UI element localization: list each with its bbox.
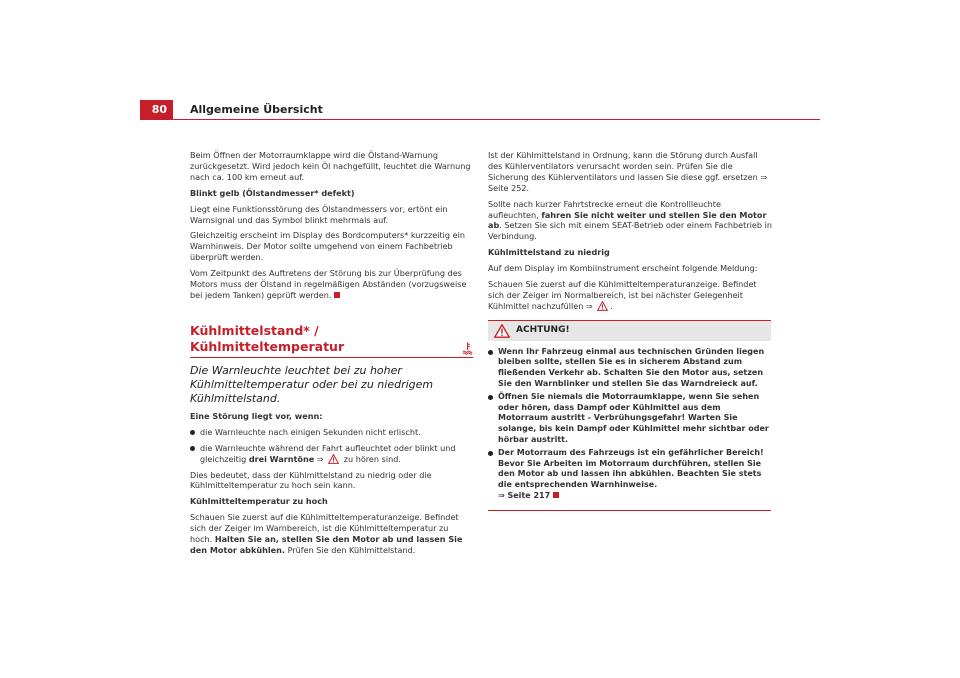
paragraph: Liegt eine Funktionsstörung des Ölstandmessers vor, ertönt ein Warnsignal und das Symbol blinkt mehrmals auf. [190, 203, 448, 225]
list-item-text: zu hören sind. [343, 453, 401, 464]
left-column [190, 150, 473, 561]
paragraph-text: . [610, 300, 613, 311]
warning-item: Wenn Ihr Fahrzeug einmal aus technischen Gründen liegen bleiben sollte, stellen Sie es in sicherem Abstand zum fließenden Verkehr ab. Schalten Sie den Motor aus, setzen Sie den Warnblinker und stellen Sie das Warndreieck auf. [488, 347, 771, 389]
list-item-bold: drei Warntöne [248, 453, 315, 464]
paragraph-text: Sollte nach kurzer Fahrtstrecke erneut die Kontrollleuchte aufleuchten, [488, 198, 721, 220]
list-item-text: die Warnleuchte während der Fahrt aufleuchtet oder blinkt und gleichzeitig [200, 442, 456, 464]
paragraph-text: Ist der Kühlmittelstand in Ordnung, kann die Störung durch Ausfall des Kühlerventilators verursacht worden sein. Prüfen Sie die Sicherung des Kühlerventilators und lassen Sie diese ggf. ersetzen [488, 150, 758, 182]
page-reference-link[interactable]: ⇒ Seite 217 [498, 490, 551, 500]
header-rule [140, 119, 820, 120]
achtung-header [488, 321, 771, 341]
page-reference-link[interactable]: ⇒ Seite 252. [488, 171, 768, 193]
coolant-thermometer-icon [462, 341, 473, 355]
list-item [190, 443, 473, 465]
subheading-niedrig: Kühlmittelstand zu niedrig [488, 247, 610, 258]
section-end-marker [334, 292, 340, 298]
warning-triangle-icon[interactable] [597, 301, 608, 311]
paragraph: Auf dem Display im Kombiinstrument erscheint folgende Meldung: [488, 263, 758, 274]
header-title: Allgemeine Übersicht [190, 103, 323, 116]
section-title-text: Kühlmittelstand* / Kühlmitteltemperatur [190, 322, 345, 354]
paragraph-text: Schauen Sie zuerst auf die Kühlmitteltemperaturanzeige. Befindet sich der Zeiger im Warnbereich, ist die Kühlmitteltemperatur zu hoch. [190, 512, 459, 545]
paragraph [488, 199, 774, 243]
paragraph-bold: Halten Sie an, stellen Sie den Motor ab und lassen Sie den Motor abkühlen. [190, 534, 463, 555]
subheading-hoch: Kühlmitteltemperatur zu hoch [190, 496, 328, 507]
subheading-blink: Blinkt gelb (Ölstandmesser* defekt) [190, 187, 355, 198]
list-item: die Warnleuchte nach einigen Sekunden nicht erlischt. [190, 427, 473, 438]
section-title [190, 323, 473, 355]
achtung-title: ACHTUNG! [516, 325, 570, 336]
reference-arrow: ⇒ [585, 300, 593, 311]
paragraph-text: . Setzen Sie sich mit einem SEAT-Betrieb oder einem Fachbetrieb in Verbindung. [488, 220, 772, 242]
warning-item [488, 448, 771, 501]
paragraph-text: Vom Zeitpunkt des Auftretens der Störung bis zur Überprüfung des Motors muss der Ölstand in regelmäßigen Abständen (vorzugsweise bei jedem Tanken) geprüft werden. [190, 268, 467, 300]
paragraph [488, 150, 774, 194]
section-end-marker [553, 492, 559, 498]
section-subtitle: Die Warnleuchte leuchtet bei zu hoher Kühlmitteltemperatur oder bei zu niedrigem Kühlmittelstand. [190, 363, 434, 405]
right-column [488, 150, 774, 511]
warning-triangle-icon [494, 324, 510, 338]
paragraph [488, 279, 774, 312]
paragraph [190, 512, 473, 556]
warning-item-text: Der Motorraum des Fahrzeugs ist ein gefährlicher Bereich! Bevor Sie Arbeiten im Motorraum durchführen, stellen Sie den Motor ab und lassen ihn abkühlen. Beachten Sie stets die entsprechenden Warnhinweise. [498, 448, 764, 489]
section-rule [190, 357, 473, 358]
page-number: 80 [140, 100, 173, 120]
warning-item: Öffnen Sie niemals die Motorraumklappe, wenn Sie sehen oder hören, dass Dampf oder Kühlmittel aus dem Motorraum austritt - Verbrühungsgefahr! Warten Sie solange, bis kein Dampf oder Kühlmittel mehr sichtbar oder hörbar austritt. [488, 392, 771, 445]
paragraph [190, 268, 473, 301]
paragraph-text: Prüfen Sie den Kühlmittelstand. [287, 544, 416, 555]
page-header [140, 100, 820, 120]
paragraph: Beim Öffnen der Motorraumklappe wird die Ölstand-Warnung zurückgesetzt. Wird jedoch kein Öl nachgefüllt, leuchtet die Warnung nach ca. 100 km erneut auf. [190, 150, 471, 182]
subheading-stoerung: Eine Störung liegt vor, wenn: [190, 410, 323, 421]
warning-triangle-icon[interactable] [328, 454, 339, 464]
paragraph-text: Schauen Sie zuerst auf die Kühlmitteltemperaturanzeige. Befindet sich der Zeiger im Normalbereich, ist bei nächster Gelegenheit Kühlmittel nachzufüllen [488, 279, 757, 311]
paragraph-bold: fahren Sie nicht weiter und stellen Sie den Motor ab [488, 209, 767, 231]
paragraph: Dies bedeutet, dass der Kühlmittelstand zu niedrig oder die Kühlmitteltemperatur zu hoch sein kann. [190, 469, 432, 491]
reference-arrow: ⇒ [316, 453, 324, 464]
achtung-warning-box [488, 320, 771, 511]
paragraph: Gleichzeitig erscheint im Display des Bordcomputers* kurzzeitig ein Warnhinweis. Der Motor sollte umgehend von einem Fachbetrieb überprüft werden. [190, 230, 465, 263]
